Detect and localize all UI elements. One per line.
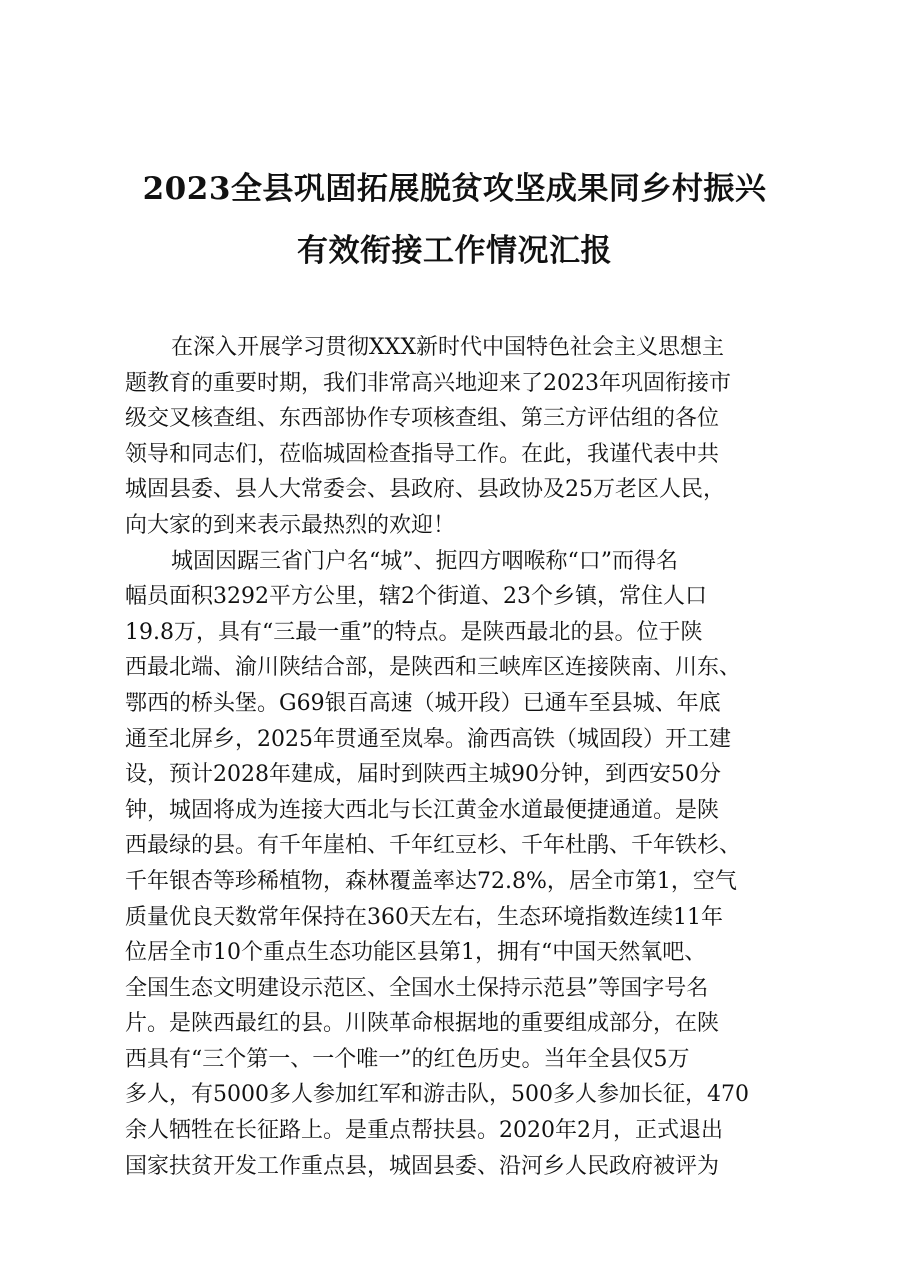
text-line: 西最北端、渝川陕结合部，是陕西和三峡库区连接陕南、川东、 [125,655,742,681]
paragraph-welcome [125,330,800,544]
text-line: 全国生态文明建设示范区、全国水土保持示范县”等国字号名 [125,975,709,1001]
title-line-2: 有效衔接工作情况汇报 [297,233,612,269]
text-line: 位居全市10个重点生态功能区县第1，拥有“中国天然氧吧、 [125,940,707,966]
text-line: 向大家的到来表示最热烈的欢迎！ [125,512,456,538]
text-line: 领导和同志们，莅临城固检查指导工作。在此，我谨代表中共 [125,441,720,467]
text-line: 国家扶贫开发工作重点县，城固县委、沿河乡人民政府被评为 [125,1153,720,1179]
title-line-1: 2023全县巩固拓展脱贫攻坚成果同乡村振兴 [142,171,767,207]
text-line: 级交叉核查组、东西部协作专项核查组、第三方评估组的各位 [125,406,720,432]
text-line: 西最绿的县。有千年崖柏、千年红豆杉、千年杜鹃、千年铁杉、 [125,833,742,859]
text-line: 钟，城固将成为连接大西北与长江黄金水道最便捷通道。是陕 [125,797,720,823]
text-line: 设，预计2028年建成，届时到陕西主城90分钟，到西安50分 [125,762,721,788]
document-title [100,158,809,282]
text-line: 城固县委、县人大常委会、县政府、县政协及25万老区人民， [125,477,725,503]
text-line: 城固因踞三省门户名“城”、扼四方咽喉称“口”而得名 [171,548,678,574]
text-line: 鄂西的桥头堡。G69银百高速（城开段）已通车至县城、年底 [125,690,721,716]
text-line: 19.8万，具有“三最一重”的特点。是陕西最北的县。位于陕 [125,619,703,645]
text-line: 片。是陕西最红的县。川陕革命根据地的重要组成部分，在陕 [125,1011,720,1037]
text-line: 千年银杏等珍稀植物，森林覆盖率达72.8%，居全市第1，空气 [125,868,737,894]
text-line: 余人牺牲在长征路上。是重点帮扶县。2020年2月，正式退出 [125,1118,723,1144]
text-line: 通至北屏乡，2025年贯通至岚皋。渝西高铁（城固段）开工建 [125,726,731,752]
text-line: 幅员面积3292平方公里，辖2个街道、23个乡镇，常住人口 [125,584,707,610]
text-line: 多人，有5000多人参加红军和游击队，500多人参加长征，470 [125,1082,749,1108]
text-line: 质量优良天数常年保持在360天左右，生态环境指数连续11年 [125,904,723,930]
document-body [125,330,800,1184]
text-line: 西具有“三个第一、一个唯一”的红色历史。当年全县仅5万 [125,1046,690,1072]
text-line: 在深入开展学习贯彻XXX新时代中国特色社会主义思想主 [171,335,724,360]
text-line: 题教育的重要时期，我们非常高兴地迎来了2023年巩固衔接市 [125,370,731,396]
paragraph-county-overview [125,544,800,1185]
